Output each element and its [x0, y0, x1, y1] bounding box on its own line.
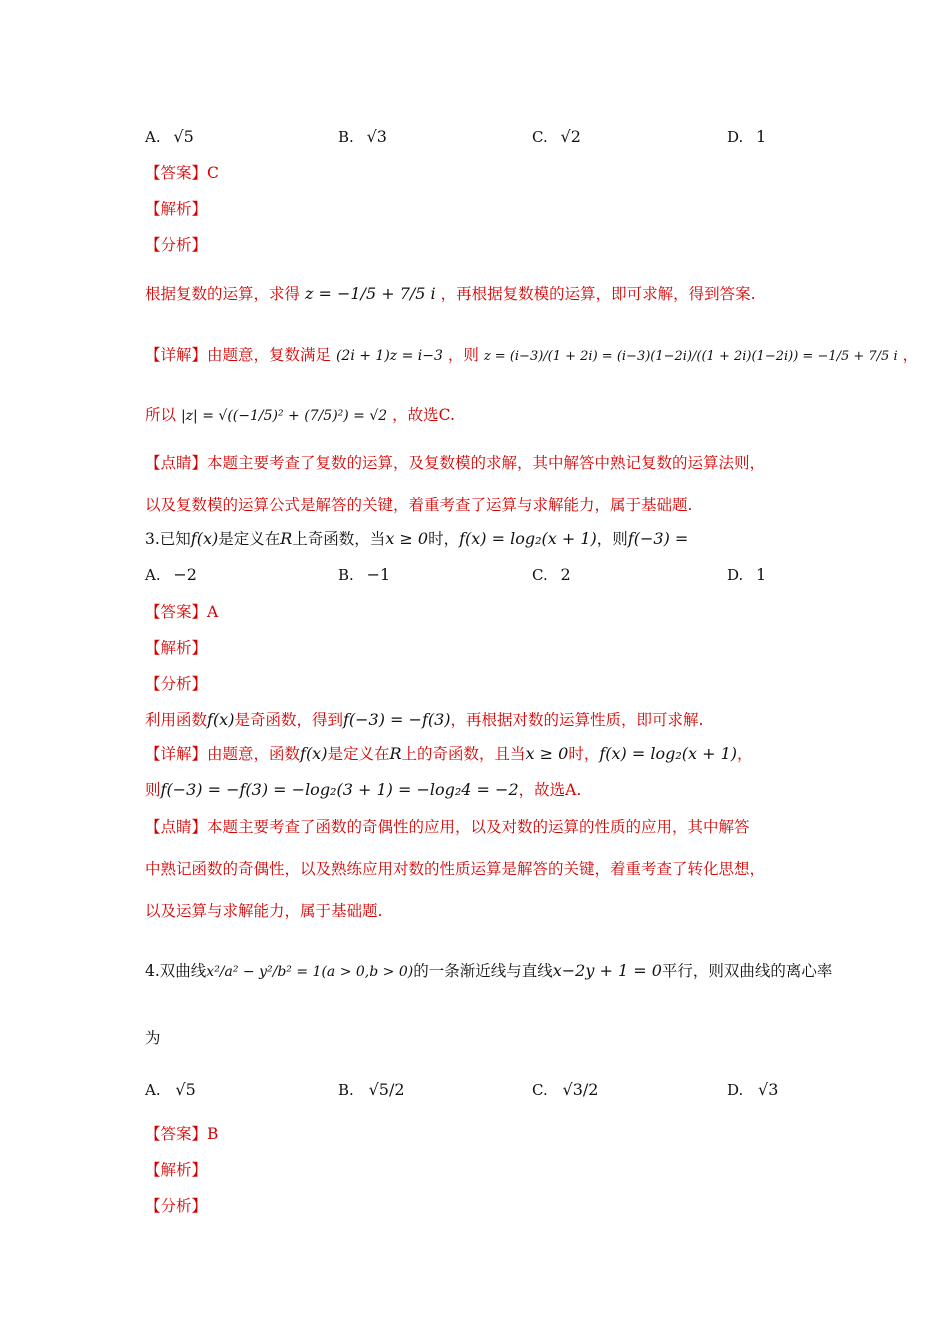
q3-option-a — [145, 565, 197, 585]
analysis-text: 根据复数的运算，求得 — [145, 285, 301, 303]
stem-formula: f(x) = log₂(x + 1) — [459, 529, 597, 548]
option-value: √5/2 — [368, 1080, 405, 1099]
stem-question: f(−3) = — [627, 529, 689, 548]
detail-text: 是定义在 — [327, 745, 390, 763]
q4-jiexi-heading: 【解析】 — [145, 1161, 208, 1179]
option-value: √2 — [560, 127, 581, 146]
modulus-text: 所以 — [145, 406, 177, 424]
analysis-formula: z = −1/5 + 7/5 i — [304, 284, 436, 303]
stem-condition: x ≥ 0 — [385, 529, 429, 548]
q3-jiexi-heading: 【解析】 — [145, 639, 208, 657]
stem-text: 是定义在 — [218, 530, 281, 548]
stem-text: 上奇函数，当 — [292, 530, 386, 548]
detail-fx: f(x) — [300, 744, 328, 763]
then-text-post: ，故选A. — [518, 781, 582, 799]
option-label: B. — [338, 1081, 354, 1099]
q4-stem-continued: 为 — [145, 1029, 161, 1047]
option-value: −2 — [173, 565, 197, 584]
detail-text: 【详解】由题意，复数满足 — [145, 346, 332, 364]
q3-dianjing-line-1: 【点睛】本题主要考查了函数的奇偶性的应用，以及对数的运算的性质的应用，其中解答 — [145, 818, 750, 836]
q3-fenxi-heading: 【分析】 — [145, 675, 208, 693]
modulus-text-post: ，故选C. — [392, 406, 455, 424]
q4-fenxi-heading: 【分析】 — [145, 1197, 208, 1215]
option-value: 1 — [756, 127, 767, 146]
detail-formula: f(x) = log₂(x + 1) — [599, 744, 738, 763]
option-label: D. — [727, 128, 744, 146]
option-label: D. — [727, 1081, 744, 1099]
option-label: A. — [145, 1081, 161, 1099]
q4-stem — [145, 960, 832, 983]
q2-analysis — [145, 283, 756, 305]
option-label: D. — [727, 566, 744, 584]
q2-jiexi-heading: 【解析】 — [145, 200, 208, 218]
analysis-text: 是奇函数，得到 — [234, 711, 343, 729]
option-value: √5 — [173, 127, 194, 146]
option-label: C. — [532, 1081, 548, 1099]
then-equation: f(−3) = −f(3) = −log₂(3 + 1) = −log₂4 = −2 — [160, 780, 519, 799]
option-label: C. — [532, 566, 548, 584]
option-value: 2 — [560, 565, 571, 584]
detail-R: R — [389, 744, 402, 763]
q3-stem — [145, 528, 688, 550]
stem-line-equation: x−2y + 1 = 0 — [552, 961, 662, 980]
option-label: A. — [145, 128, 161, 146]
stem-text: 4.双曲线 — [145, 962, 207, 980]
analysis-equation: f(−3) = −f(3) — [342, 710, 451, 729]
q2-modulus — [145, 404, 455, 427]
q3-option-c — [532, 565, 571, 585]
analysis-text-post: ，再根据复数模的运算，即可求解，得到答案. — [440, 285, 756, 303]
stem-text: ，则 — [596, 530, 628, 548]
detail-text: 时， — [568, 745, 600, 763]
option-value: √3 — [758, 1080, 779, 1099]
stem-hyperbola-equation: x²/a² − y²/b² = 1(a > 0,b > 0) — [206, 964, 414, 980]
q3-option-b — [338, 565, 390, 585]
q2-option-d — [727, 127, 766, 147]
q3-then — [145, 779, 581, 801]
q2-dianjing-line-1: 【点睛】本题主要考查了复数的运算，及复数模的求解，其中解答中熟记复数的运算法则， — [145, 454, 766, 472]
detail-text: 【详解】由题意，函数 — [145, 745, 301, 763]
q2-dianjing-line-2: 以及复数模的运算公式是解答的关键，着重考查了运算与求解能力，属于基础题. — [145, 496, 693, 514]
option-label: B. — [338, 566, 354, 584]
q3-dianjing-line-2: 中熟记函数的奇偶性，以及熟练应用对数的性质运算是解答的关键，着重考查了转化思想， — [145, 860, 766, 878]
then-text: 则 — [145, 781, 161, 799]
q2-fenxi-heading: 【分析】 — [145, 236, 208, 254]
option-value: −1 — [366, 565, 391, 584]
detail-text-end: ， — [902, 346, 919, 364]
modulus-formula: |z| = √((−1/5)² + (7/5)²) = √2 — [180, 408, 388, 424]
analysis-text: 利用函数 — [145, 711, 208, 729]
q4-option-a — [145, 1080, 196, 1100]
option-value: √3 — [366, 127, 387, 146]
detail-text: 上的奇函数，且当 — [401, 745, 526, 763]
option-value: √3/2 — [562, 1080, 599, 1099]
q3-analysis — [145, 709, 703, 731]
detail-condition: x ≥ 0 — [525, 744, 569, 763]
q3-detail — [145, 743, 753, 765]
analysis-text-post: ，再根据对数的运算性质，即可求解. — [450, 711, 704, 729]
q2-option-c — [532, 127, 581, 147]
q4-option-b — [338, 1080, 405, 1100]
q2-option-a — [145, 127, 194, 147]
stem-fx: f(x) — [190, 529, 219, 548]
option-label: C. — [532, 128, 548, 146]
q2-option-b — [338, 127, 387, 147]
detail-formula: z = (i−3)/(1 + 2i) = (i−3)(1−2i)/((1 + 2i)(1−2i)) = −1/5 + 7/5 i — [483, 349, 898, 364]
stem-text: 平行，则双曲线的离心率 — [661, 962, 833, 980]
q4-answer: 【答案】B — [145, 1125, 219, 1143]
option-label: A. — [145, 566, 161, 584]
option-value: 1 — [756, 565, 767, 584]
option-label: B. — [338, 128, 354, 146]
q4-option-d — [727, 1080, 778, 1100]
stem-text: 的一条渐近线与直线 — [413, 962, 553, 980]
q2-detail — [145, 344, 918, 368]
q3-dianjing-line-3: 以及运算与求解能力，属于基础题. — [145, 902, 383, 920]
analysis-fx: f(x) — [207, 710, 235, 729]
q2-answer: 【答案】C — [145, 164, 219, 182]
detail-text-end: ， — [737, 745, 753, 763]
q3-answer: 【答案】A — [145, 603, 219, 621]
q3-option-d — [727, 565, 766, 585]
q4-option-c — [532, 1080, 598, 1100]
stem-text: 时， — [428, 530, 460, 548]
stem-text: 3.已知 — [145, 530, 191, 548]
detail-condition: (2i + 1)z = i−3 — [335, 348, 443, 364]
option-value: √5 — [175, 1080, 196, 1099]
stem-R: R — [280, 529, 293, 548]
detail-text-mid: ，则 — [447, 346, 479, 364]
